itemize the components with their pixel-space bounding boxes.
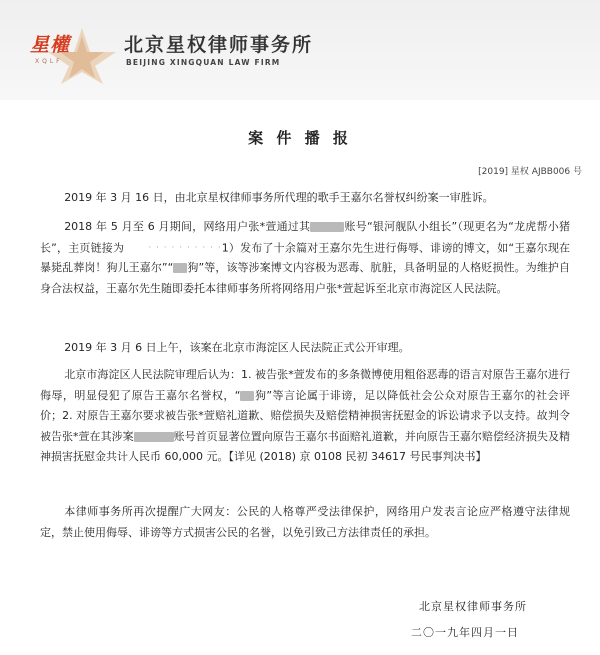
firm-name-en: BEIJING XINGQUAN LAW FIRM [126, 58, 281, 67]
signature-date: 二〇一九年四月一日 [411, 626, 519, 639]
redacted-link: · · · · · · · · · · [148, 242, 222, 253]
paragraph-2-part-d: 狗”等，该等涉案博文内容极为恶毒、肮脏，具备明显的人格贬损性。为维护自身合法权益，王嘉尔先生随即委托本律师事务所将网络用户张*萱起诉至北京市海淀区人民法院。 [40, 261, 570, 295]
document-number: [2019] 星权 AJBB006 号 [478, 167, 582, 177]
paragraph-4-part-c: 账号首页显著位置向原告王嘉尔书面赔礼道歉，并向原告王嘉尔赔偿经济损失及精神损害抚慰金共计人民币 60,000 元。【详见 (2018) 京 0108 民初 34617 号民事判决书】 [40, 429, 571, 463]
logo-subtext: XQLF [35, 58, 63, 65]
redaction-block [240, 391, 254, 401]
letterhead [0, 0, 600, 100]
firm-name-cn: 北京星权律师事务所 [124, 34, 314, 56]
document-title: 案 件 播 报 [248, 129, 352, 147]
paragraph-3: 2019 年 3 月 6 日上午，该案在北京市海淀区人民法院正式公开审理。 [64, 341, 410, 354]
redaction-block [173, 263, 187, 273]
signature-firm: 北京星权律师事务所 [419, 600, 527, 613]
paragraph-2-part-b: 账号“银河舰队小组长”（现更名为“龙虎帮小猪长”，主页链接为 [40, 220, 570, 254]
redaction-block [134, 432, 174, 442]
paragraph-1: 2019 年 3 月 16 日，由北京星权律师事务所代理的歌手王嘉尔名誉权纠纷案一审胜诉。 [64, 191, 494, 204]
paragraph-4-part-b: 狗”等言论属于诽谤，足以降低社会公众对原告王嘉尔的社会评价；2. 对原告王嘉尔要求被告张*萱赔礼道歉、赔偿损失及赔偿精神损害抚慰金的诉讼请求予以支持。故判令被告张*萱在其涉案 [40, 388, 570, 443]
logo-text: 星權 [30, 34, 71, 56]
paragraph-2-part-c: 1）发布了十余篇对王嘉尔先生进行侮辱、诽谤的博文，如“王嘉尔现在暴毙乱葬岗！狗儿王嘉尔”“ [40, 240, 570, 275]
paragraph-5: 本律师事务所再次提醒广大网友：公民的人格尊严受法律保护，网络用户发表言论应严格遵守法律规定，禁止使用侮辱、诽谤等方式损害公民的名誉，以免引致己方法律责任的承担。 [40, 505, 570, 539]
paragraph-4 [40, 365, 570, 468]
paragraph-2-part-a: 2018 年 5 月至 6 月期间，网络用户张*萱通过其 [64, 220, 311, 233]
paragraph-4-part-a: 北京市海淀区人民法院审理后认为：1. 被告张*萱发布的多条微博使用粗俗恶毒的语言对原告王嘉尔进行侮辱，明显侵犯了原告王嘉尔名誉权，“ [40, 368, 570, 402]
paragraph-2 [40, 217, 570, 299]
redaction-block [310, 222, 344, 232]
